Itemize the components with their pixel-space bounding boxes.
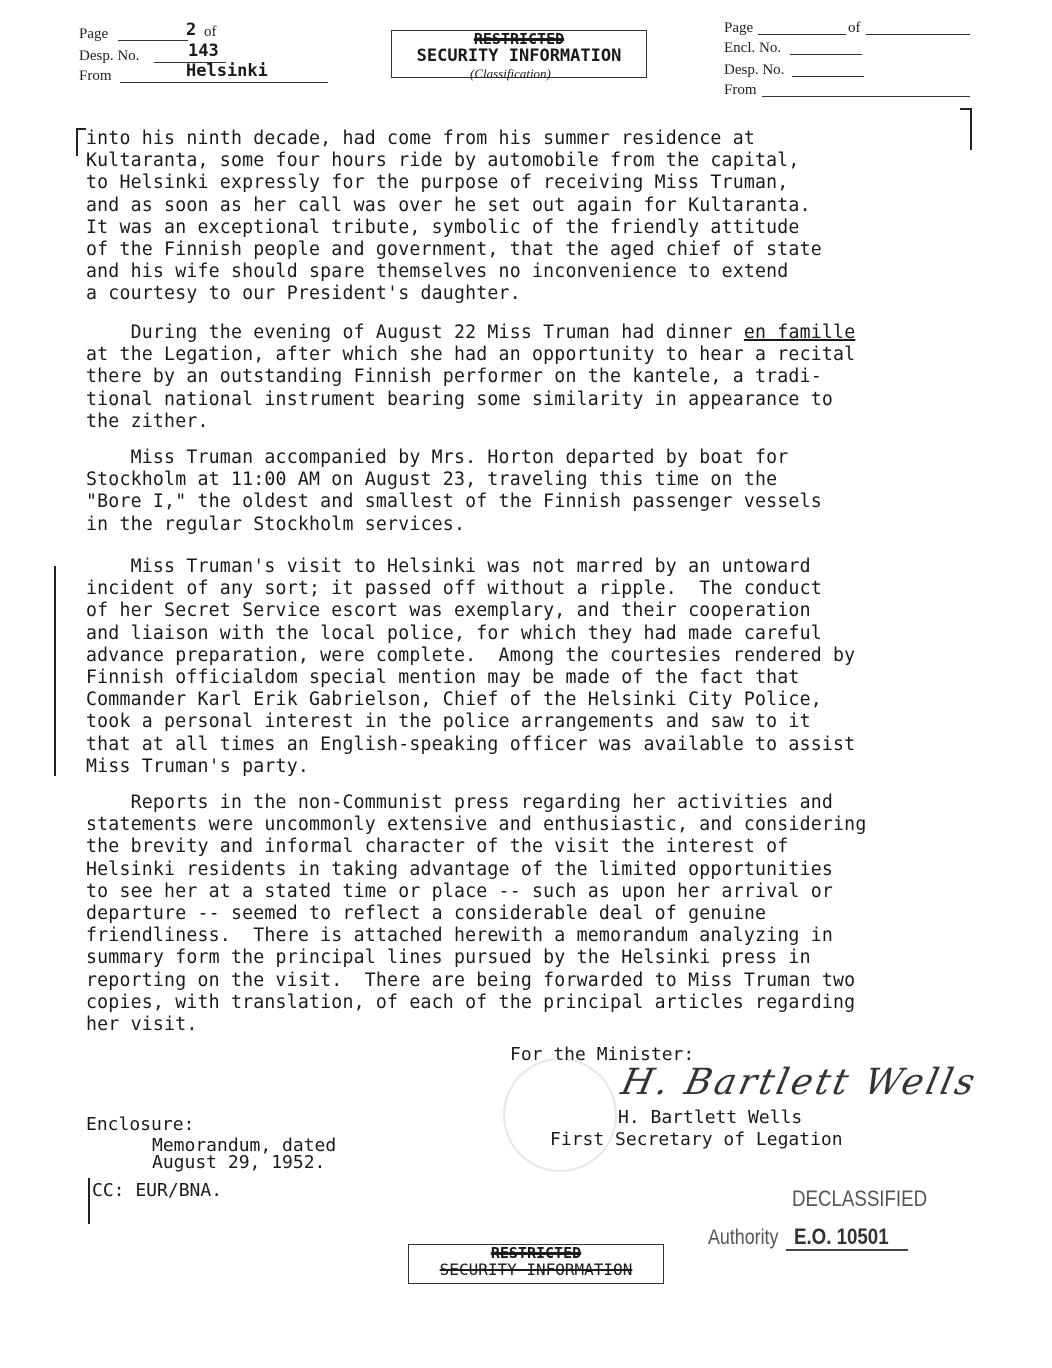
desp-number: 143 [188,41,219,61]
paragraph-2 [86,322,986,433]
page-number: 2 [186,20,197,40]
authority-value: E.O. 10501 [794,1224,889,1249]
declassified-stamp: DECLASSIFIED [792,1186,928,1211]
paragraph-3: Miss Truman accompanied by Mrs. Horton departed by boat for Stockholm at 11:00 AM on August 23, traveling this time on the "Bore I," the oldest and smallest of the Finnish passenger vessels in the regular Stockholm services. [86,447,822,535]
paragraph-5: Reports in the non-Communist press regarding her activities and statements were uncommonly extensive and enthusiastic, and considering the brevity and informal character of the visit the interest of Helsinki residents in taking advantage of the limited opportunities to see her at a stated time or place -- such as upon her arrival or departure -- seemed to reflect a considerable deal of genuine friendliness. There is attached herewith a memorandum analyzing in summary form the principal lines pursued by the Helsinki press in reporting on the visit. There are being forwarded to Miss Truman two copies, with translation, of each of the principal articles regarding her visit. [86,792,867,1036]
restricted-struck: RESTRICTED [473,30,565,48]
paragraph-4: Miss Truman's visit to Helsinki was not marred by an untoward incident of any sort; it passed off without a ripple. The conduct of her Secret Service escort was exemplary, and their cooperation and liaison with the local police, for which they had made careful advance preparation, were complete. Among the courtesies rendered by Finnish officialdom special mention may be made of the fact that Commander Karl Erik Gabrielson, Chief of the Helsinki City Police, took a personal interest in the police arrangements and saw to it that at all times an English-speaking officer was available to assist Miss Truman's party. [86,556,856,777]
security-information: SECURITY INFORMATION [416,46,622,66]
restricted-struck-bottom: RESTRICTED [490,1244,582,1262]
right-page-label: Page [724,20,754,36]
page-label: Page [79,26,109,42]
for-the-minister: For the Minister: [510,1044,695,1065]
handwritten-signature: H. Bartlett Wells [617,1062,982,1103]
enclosure-line-1: Memorandum, dated [152,1135,337,1156]
cc-line: CC: EUR/BNA. [92,1180,223,1201]
from-value: Helsinki [186,61,268,81]
from-label: From [79,68,112,84]
encl-label: Encl. No. [724,40,782,56]
classification-box-bottom [408,1244,664,1284]
right-of-label: of [848,20,861,36]
signer-title: First Secretary of Legation [550,1129,843,1150]
security-information-bottom: SECURITY INFORMATION [439,1260,633,1279]
paragraph-2-rest: at the Legation, after which she had an opportunity to hear a recital there by an outstanding Finnish performer on the kantele, a tradi- tional national instrument bearing some similarity in appearance to the zither. [86,344,856,432]
right-from-label: From [724,82,757,98]
page-of-label: of [204,24,217,40]
en-famille-emphasis: en famille [743,322,856,343]
authority-label: Authority [708,1226,779,1249]
signer-name: H. Bartlett Wells [618,1107,803,1128]
margin-mark [54,566,56,776]
right-desp-label: Desp. No. [724,62,785,78]
top-left-bracket [76,128,86,156]
classification-label: (Classification) [470,66,551,81]
desp-label: Desp. No. [79,48,140,64]
cc-bracket [88,1178,90,1224]
enclosure-line-2: August 29, 1952. [152,1152,326,1173]
paragraph-2-start: During the evening of August 22 Miss Truman had dinner [86,322,744,343]
enclosure-label: Enclosure: [86,1114,195,1135]
paragraph-1: into his ninth decade, had come from his summer residence at Kultaranta, some four hours ride by automobile from the capital, to Helsinki expressly for the purpose of receiving Miss Truman, and as soon as her call was over he set out again for Kultaranta. It was an exceptional tribute, symbolic of the friendly attitude of the Finnish people and government, that the aged chief of state and his wife should spare themselves no inconvenience to extend a courtesy to our President's daughter. [86,128,822,305]
